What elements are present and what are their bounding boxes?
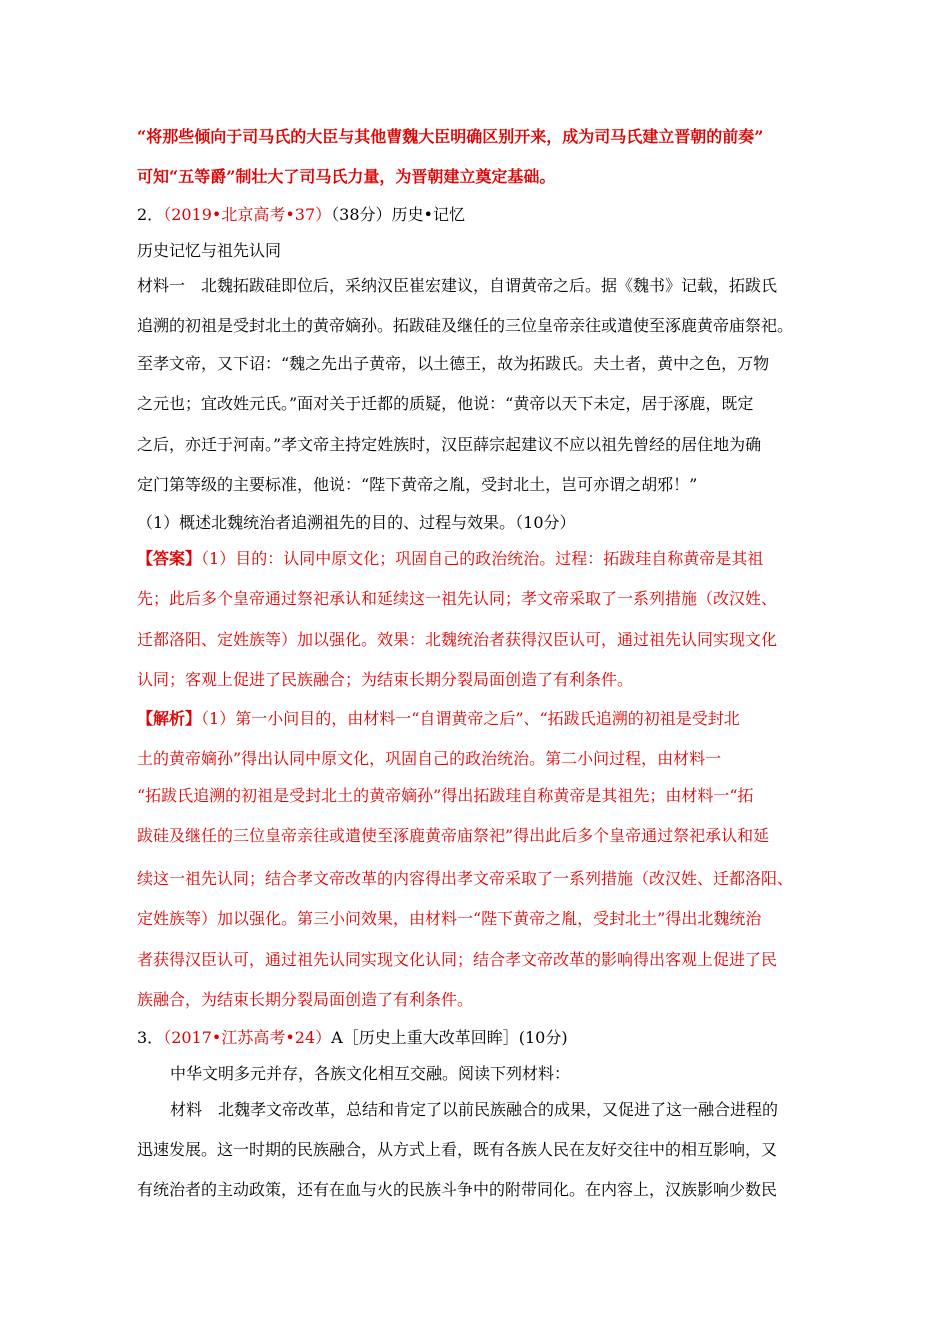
question-topic: （38分）历史•记忆 — [331, 205, 465, 224]
text-line: 认同；客观上促进了民族融合；为结束长期分裂局面创造了有利条件。 — [137, 670, 634, 689]
question-topic: A［历史上重大改革回眸］(10分) — [331, 1028, 568, 1047]
answer-line — [137, 549, 763, 569]
text-line: “将那些倾向于司马氏的大臣与其他曹魏大臣明确区别开来，成为司马氏建立晋朝的前奏” — [137, 127, 764, 146]
text-line: 土的黄帝嫡孙”得出认同中原文化，巩固自己的政治统治。第二小问过程，由材料一 — [137, 749, 722, 768]
text-line: “拓跋氏追溯的初祖是受封北土的黄帝嫡孙”得出拓跋珪自称黄帝是其祖先；由材料一“拓 — [137, 786, 754, 805]
text-line: 迁都洛阳、定姓族等）加以强化。效果：北魏统治者获得汉臣认可，通过祖先认同实现文化 — [137, 630, 778, 649]
question-number: 2． — [137, 205, 164, 224]
answer-text: （1）目的：认同中原文化；巩固自己的政治统治。过程：拓跋珪自称黄帝是其祖 — [201, 549, 764, 568]
text-line: 之后，亦迁于河南。”孝文帝主持定姓族时，汉臣薛宗起建议不应以祖先曾经的居住地为确 — [137, 435, 762, 454]
text-line: 续这一祖先认同；结合孝文帝改革的内容得出孝文帝采取了一系列措施（改汉姓、迁都洛阳、 — [137, 869, 794, 888]
text-line: 族融合，为结束长期分裂局面创造了有利条件。 — [137, 990, 474, 1009]
text-line: 可知“五等爵”制壮大了司马氏力量，为晋朝建立奠定基础。 — [137, 167, 556, 186]
answer-label: 【答案】 — [137, 549, 202, 568]
text-line: 有统治者的主动政策，还有在血与火的民族斗争中的附带同化。在内容上，汉族影响少数民 — [137, 1180, 778, 1199]
text-line: 迅速发展。这一时期的民族融合，从方式上看，既有各族人民在友好交往中的相互影响，又 — [137, 1140, 778, 1159]
analysis-line — [137, 709, 740, 729]
text-line: 者获得汉臣认可，通过祖先认同实现文化认同；结合孝文帝改革的影响得出客观上促进了民 — [137, 950, 778, 969]
analysis-text: （1）第一小问目的，由材料一“自谓黄帝之后”、“拓跋氏追溯的初祖是受封北 — [201, 709, 740, 728]
text-line: 材料一 北魏拓跋硅即位后，采纳汉臣崔宏建议，自谓黄帝之后。据《魏书》记载，拓跋氏 — [137, 276, 778, 295]
question-heading — [137, 205, 465, 225]
question-source: （2019•北京高考•37） — [163, 205, 332, 224]
text-line: 追溯的初祖是受封北土的黄帝嫡孙。拓跋硅及继任的三位皇帝亲往或遣使至涿鹿黄帝庙祭祀。 — [137, 316, 794, 335]
question-number: 3． — [137, 1028, 164, 1047]
text-line: 至孝文帝，又下诏：“魏之先出子黄帝，以土德王，故为拓跋氏。夫土者，黄中之色，万物 — [137, 354, 770, 373]
question-heading — [137, 1028, 568, 1048]
section-title: 历史记忆与祖先认同 — [137, 241, 282, 260]
text-line: 先；此后多个皇帝通过祭祀承认和延续这一祖先认同；孝文帝采取了一系列措施（改汉姓、 — [137, 589, 778, 608]
question-source: （2017•江苏高考•24） — [163, 1028, 332, 1047]
text-line: 定姓族等）加以强化。第三小问效果，由材料一“陛下黄帝之胤，受封北土”得出北魏统治 — [137, 909, 762, 928]
text-line: 中华文明多元并存，各族文化相互交融。阅读下列材料： — [170, 1064, 571, 1083]
text-line: 材料 北魏孝文帝改革，总结和肯定了以前民族融合的成果，又促进了这一融合进程的 — [170, 1100, 779, 1119]
text-line: 之元也；宜改姓元氏。”面对关于迁都的质疑，他说：“黄帝以天下未定，居于涿鹿，既定 — [137, 394, 754, 413]
question-prompt: （1）概述北魏统治者追溯祖先的目的、过程与效果。（10分） — [137, 513, 576, 532]
analysis-label: 【解析】 — [137, 709, 202, 728]
text-line: 定门第等级的主要标准，他说：“陛下黄帝之胤，受封北土，岂可亦谓之胡邪！” — [137, 475, 698, 494]
text-line: 跋硅及继任的三位皇帝亲往或遣使至涿鹿黄帝庙祭祀”得出此后多个皇帝通过祭祀承认和延 — [137, 826, 770, 845]
